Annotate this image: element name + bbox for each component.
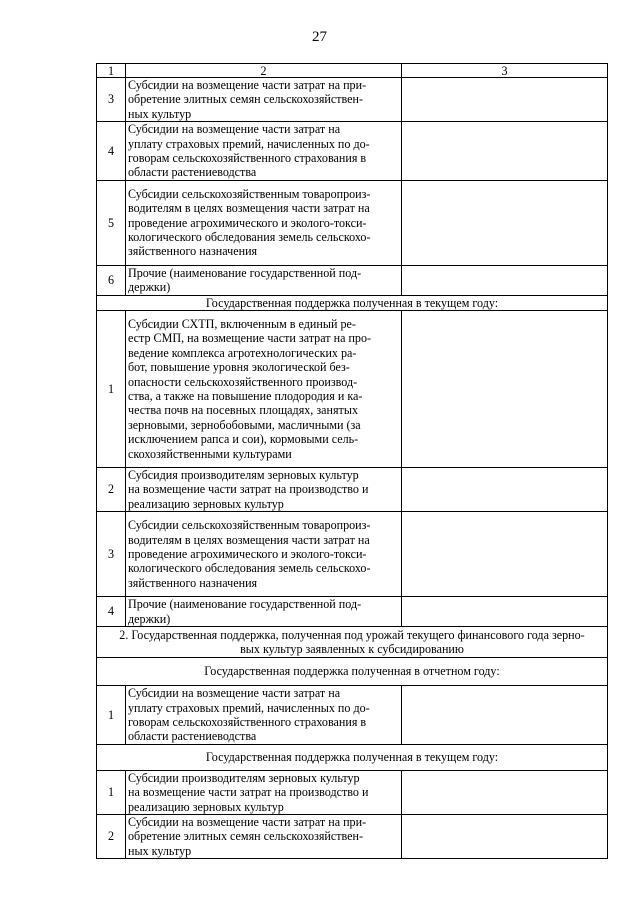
subheader-title (97, 744, 608, 770)
text-line: обретение элитных семян сельскохозяйствен- (128, 92, 364, 107)
row-description (126, 180, 402, 265)
text-line: зяйственного назначения (128, 575, 258, 590)
text-line: на возмещение части затрат на производство и (128, 785, 369, 800)
text-line: реализацию зерновых культур (128, 496, 284, 511)
subheader-row (97, 744, 608, 770)
table-row (97, 814, 608, 858)
table-row (97, 180, 608, 265)
text-line: Субсидии производителям зерновых культур (128, 770, 360, 785)
text-line: зяйственного назначения (128, 244, 258, 259)
table-row (97, 78, 608, 122)
text-line: говорам сельскохозяйственного страхования в (128, 151, 367, 166)
table-row (97, 311, 608, 468)
text-line: ведение комплекса агротехнологических ра- (128, 345, 357, 360)
column-header-row (97, 64, 608, 78)
table-row (97, 597, 608, 627)
row-value (402, 311, 608, 468)
row-value (402, 512, 608, 597)
text-line: Субсидия производителям зерновых культур (128, 468, 359, 483)
text-line: Субсидии на возмещение части затрат на при- (128, 78, 367, 92)
row-description (126, 265, 402, 295)
row-description (126, 122, 402, 181)
text-line: скохозяйственными культурами (128, 446, 292, 461)
text-line: кологического обследования земель сельскохо- (128, 561, 371, 576)
text-line: естр СМП, на возмещение части затрат на про- (128, 331, 372, 346)
row-description (126, 512, 402, 597)
column-header-2: 2 (126, 64, 402, 78)
text-line: кологического обследования земель сельскохо- (128, 230, 371, 245)
text-line: обретение элитных семян сельскохозяйствен- (128, 829, 364, 844)
table-row (97, 468, 608, 512)
row-value (402, 597, 608, 627)
text-line: водителям в целях возмещения части затрат на (128, 532, 370, 547)
text-line: Прочие (наименование государственной под- (128, 597, 362, 612)
row-value (402, 468, 608, 512)
text-line: уплату страховых премий, начисленных по до- (128, 136, 370, 151)
text-line: уплату страховых премий, начисленных по до- (128, 700, 370, 715)
text-line: Субсидии сельскохозяйственным товаропроиз- (128, 518, 371, 533)
text-line: проведение агрохимического и эколого-токси- (128, 215, 367, 230)
table-row (97, 686, 608, 745)
row-description (126, 311, 402, 468)
section-row (97, 627, 608, 658)
text-line: реализацию зерновых культур (128, 799, 284, 814)
text-line: ных культур (128, 106, 192, 121)
row-value (402, 686, 608, 745)
text-line: Субсидии СХТП, включенным в единый ре- (128, 317, 356, 332)
text-line: зерновыми, зернобобовыми, масличными (за (128, 417, 361, 432)
text-line: опасности сельскохозяйственного производ- (128, 374, 358, 389)
row-value (402, 180, 608, 265)
row-number: 3 (97, 78, 126, 122)
text-line: проведение агрохимического и эколого-токси- (128, 547, 367, 562)
table-body (97, 64, 608, 859)
row-description (126, 814, 402, 858)
row-description (126, 597, 402, 627)
text-line: ных культур (128, 843, 192, 858)
column-header-1: 1 (97, 64, 126, 78)
text-line: водителям в целях возмещения части затрат на (128, 201, 370, 216)
row-number: 1 (97, 770, 126, 814)
text-line: Субсидии на возмещение части затрат на (128, 686, 341, 701)
table-row (97, 512, 608, 597)
row-number: 2 (97, 814, 126, 858)
row-value (402, 78, 608, 122)
subheader-row (97, 658, 608, 686)
text-line: говорам сельскохозяйственного страхования в (128, 714, 367, 729)
row-number: 6 (97, 265, 126, 295)
table-row (97, 265, 608, 295)
text-line: 2. Государственная поддержка, полученная под урожай текущего финансового года зерно- (119, 627, 585, 642)
text-line: Субсидии на возмещение части затрат на (128, 122, 341, 137)
column-header-3: 3 (402, 64, 608, 78)
row-number: 1 (97, 311, 126, 468)
row-number: 4 (97, 597, 126, 627)
section-title (97, 627, 608, 658)
subsidy-table (96, 63, 608, 859)
text-line: чества почв на посевных площадях, занятых (128, 403, 358, 418)
text-line: Субсидии на возмещение части затрат на при- (128, 814, 367, 829)
row-number: 3 (97, 512, 126, 597)
text-line: бот, повышение уровня экологической без- (128, 360, 350, 375)
text-line: вых культур заявленных к субсидированию (240, 642, 464, 657)
text-line: держки) (128, 280, 171, 295)
subheader-row (97, 295, 608, 310)
subheader-title (97, 295, 608, 310)
row-value (402, 265, 608, 295)
row-value (402, 770, 608, 814)
text-line: держки) (128, 611, 171, 626)
row-description (126, 686, 402, 745)
text-line: Государственная поддержка полученная в текущем году: (205, 295, 499, 310)
row-description (126, 78, 402, 122)
row-value (402, 122, 608, 181)
table-row (97, 122, 608, 181)
row-number: 4 (97, 122, 126, 181)
row-number: 2 (97, 468, 126, 512)
text-line: Прочие (наименование государственной под- (128, 265, 362, 280)
text-line: на возмещение части затрат на производство и (128, 482, 369, 497)
text-line: области растениеводства (128, 729, 257, 744)
text-line: Государственная поддержка полученная в текущем году: (205, 750, 499, 765)
row-description (126, 468, 402, 512)
text-line: исключением рапса и сои), кормовыми сель- (128, 432, 359, 447)
text-line: Субсидии сельскохозяйственным товаропроиз- (128, 186, 371, 201)
page-number: 27 (312, 29, 327, 45)
row-description (126, 770, 402, 814)
table-row (97, 770, 608, 814)
row-value (402, 814, 608, 858)
row-number: 5 (97, 180, 126, 265)
subheader-title (97, 658, 608, 686)
text-line: ства, а также на повышение плодородия и ка- (128, 389, 363, 404)
text-line: области растениеводства (128, 165, 257, 180)
row-number: 1 (97, 686, 126, 745)
text-line: Государственная поддержка полученная в отчетном году: (204, 664, 500, 679)
